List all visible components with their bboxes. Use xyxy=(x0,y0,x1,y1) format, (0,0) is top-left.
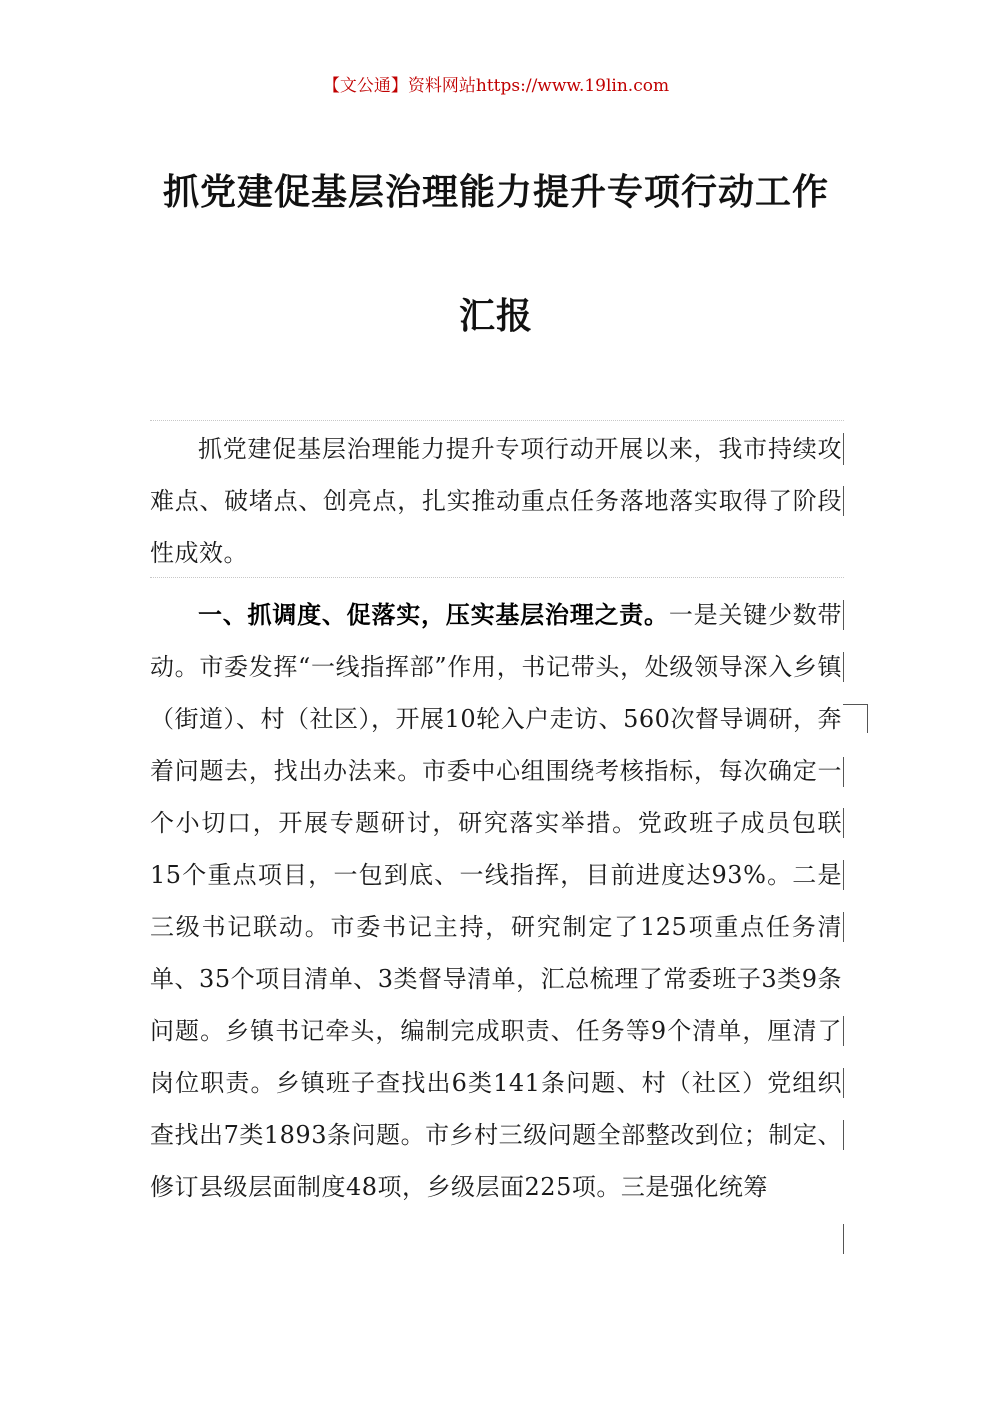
revision-mark xyxy=(843,808,844,838)
section-1-body: 一是关键少数带动。市委发挥“一线指挥部”作用，书记带头，处级领导深入乡镇（街道）、村（社区），开展10轮入户走访、560次督导调研，奔着问题去，找出办法来。市委中心组围绕考核指标，每次确定一个小切口，开展专题研讨，研究落实举措。党政班子成员包联15个重点项目，一包到底、一线指挥，目前进度达93%。二是三级书记联动。市委书记主持，研究制定了125项重点任务清单、35个项目清单、3类督导清单，汇总梳理了常委班子3类9条问题。乡镇书记牵头，编制完成职责、任务等9个清单，厘清了岗位职责。乡镇班子查找出6类141条问题、村（社区）党组织查找出7类1893条问题。市乡村三级问题全部整改到位；制定、修订县级层面制度48项，乡级层面225项。三是强化统筹 xyxy=(150,601,843,1201)
revision-mark xyxy=(843,912,844,942)
revision-mark xyxy=(843,1016,844,1046)
revision-mark xyxy=(843,860,844,890)
revision-mark xyxy=(843,433,844,465)
revision-mark xyxy=(843,1120,844,1150)
section-1-heading: 一、抓调度、促落实，压实基层治理之责。 xyxy=(198,601,669,629)
intro-paragraph xyxy=(150,423,842,579)
dotted-divider-top xyxy=(150,420,844,421)
dotted-divider-bottom xyxy=(150,577,844,578)
revision-mark xyxy=(843,1068,844,1098)
revision-mark xyxy=(843,600,844,630)
revision-mark xyxy=(843,1224,844,1254)
revision-mark xyxy=(843,757,844,787)
document-title-line-1: 抓党建促基层治理能力提升专项行动工作 xyxy=(162,172,829,213)
revision-mark xyxy=(843,652,844,682)
revision-corner-mark xyxy=(843,704,868,733)
intro-text: 抓党建促基层治理能力提升专项行动开展以来，我市持续攻难点、破堵点、创亮点，扎实推动重点任务落地落实取得了阶段性成效。 xyxy=(150,435,842,567)
section-1-paragraph xyxy=(150,589,842,1213)
header-site-link[interactable]: 【文公通】资料网站https://www.19lin.com xyxy=(322,76,670,96)
document-title-line-2: 汇报 xyxy=(458,296,533,337)
revision-mark xyxy=(843,486,844,516)
